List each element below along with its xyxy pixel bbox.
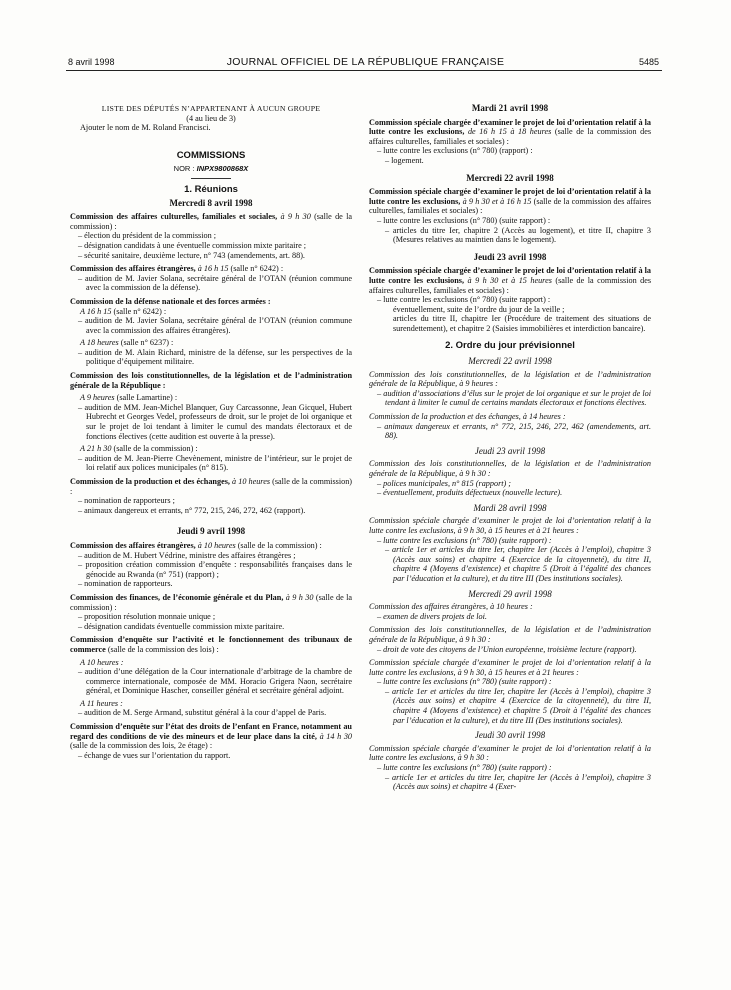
commission-name: Commission d’enquête sur l’état des droits de l’enfant en France, notamment au regard des conditions de vie des mineurs et de leur place dans la cité, xyxy=(70,722,352,741)
commission-time: à 9 h 30 et à 15 heures xyxy=(467,275,552,285)
commission-time: à 16 h 15 xyxy=(197,264,229,274)
header-date: 8 avril 1998 xyxy=(68,57,115,67)
session-room: (salle Lamartine) : xyxy=(116,393,178,403)
commission-time: à 10 heures xyxy=(232,477,271,486)
commission-defense xyxy=(70,297,352,367)
session-time: A 11 heures : xyxy=(80,698,123,708)
commission-entry: Commission des lois constitutionnelles, de la législation et de l’administration générale de la République, à 9 heures : xyxy=(369,369,651,389)
commission-entry: Commission des lois constitutionnelles, de la législation et de l’administration générale de la République, à 9 h 30 : xyxy=(369,625,651,644)
agenda-item: – animaux dangereux et errants, n° 772, 215, 246, 272, 462 (amendements, art. 88). xyxy=(377,421,651,441)
commission-time: à 9 h 30 xyxy=(280,212,311,222)
agenda-item: – polices municipales, n° 815 (rapport) ; xyxy=(377,478,512,488)
commission-name: Commission de la production et des échanges, xyxy=(70,477,230,486)
session-time: A 21 h 30 xyxy=(80,444,112,454)
commission-name: Commission des affaires étrangères, xyxy=(70,264,196,274)
agenda-item: – éventuellement, produits défectueux (nouvelle lecture). xyxy=(377,488,563,498)
commission-name: Commission spéciale chargée d’examiner le projet de loi d’orientation relatif à la lutte contre les exclusions, xyxy=(369,266,651,285)
commission-speciale-23 xyxy=(369,266,651,333)
agenda-item: – animaux dangereux et errants, n° 772, 215, 246, 272, 462 (rapport). xyxy=(78,505,306,515)
day-heading: Mardi 28 avril 1998 xyxy=(473,502,547,513)
commission-time: à 9 h 30 xyxy=(285,592,314,602)
commission-room: (salle n° 6242) : xyxy=(230,264,284,274)
header-rule xyxy=(66,70,662,71)
agenda-item: – audition de MM. Jean-Michel Blanquer, Guy Carcassonne, Jean Gicquel, Hubert Hubrecht et Georges Vedel, professeurs de droit, sur le projet de loi organique et sur le projet de loi tendant à limiter le cumul des mandats électoraux et de fonctions électives (cette audition est ouverte à la presse). xyxy=(78,402,352,441)
commission-room: (salle de la commission) : xyxy=(237,540,322,550)
agenda-item: – nomination de rapporteurs. xyxy=(78,579,173,589)
commission-affaires-etrangeres xyxy=(70,264,352,293)
session-room: (salle n° 6242) : xyxy=(113,306,167,316)
commission-room: (salle de la commission des affaires culturelles, familiales et sociales) : xyxy=(369,275,652,295)
agenda-item: – proposition création commission d’enquête : responsabilités françaises dans le génocide au Rwanda (n° 751) (rapport) ; xyxy=(78,560,352,579)
day-heading: Jeudi 30 avril 1998 xyxy=(474,730,546,741)
commission-entry: Commission des affaires étrangères, à 10 heures : xyxy=(369,602,533,612)
agenda-item: – audition de M. Javier Solana, secrétaire général de l’OTAN (réunion commune avec la commission des affaires étrangères). xyxy=(78,316,352,335)
session-time: A 10 heures : xyxy=(80,657,124,667)
commission-name: Commission des affaires culturelles, familiales et sociales, xyxy=(70,212,278,222)
commission-room: (salle de la commission des lois, 2e étage) : xyxy=(70,741,213,751)
session-time: A 18 heures xyxy=(80,338,119,348)
commission-entry: Commission spéciale chargée d’examiner le projet de loi d’orientation relatif à la lutte contre les exclusions, à 9 h 30, à 15 heures et à 21 heures : xyxy=(369,516,651,535)
previsional-agenda xyxy=(369,357,651,792)
ordre-du-jour-heading: 2. Ordre du jour prévisionnel xyxy=(445,340,575,352)
agenda-item: – lutte contre les exclusions (n° 780) (suite rapport) : xyxy=(377,763,552,773)
commission-enquete-tribunaux xyxy=(70,635,352,718)
commission-name: Commission des lois constitutionnelles, de la législation et de l’administration générale de la République : xyxy=(70,371,352,390)
commission-name: Commission spéciale chargée d’examiner le projet de loi d’orientation relatif à la lutte contre les exclusions, xyxy=(369,117,651,137)
commission-entry: Commission de la production et des échanges, à 14 heures : xyxy=(369,412,566,422)
agenda-item: – lutte contre les exclusions (n° 780) (suite rapport) : xyxy=(377,677,552,687)
agenda-item: – audition de M. Hubert Védrine, ministre des affaires étrangères ; xyxy=(78,550,296,560)
commission-time: à 10 heures xyxy=(197,540,236,550)
agenda-subitem: – logement. xyxy=(385,155,424,165)
agenda-item: – élection du président de la commission ; xyxy=(78,231,217,241)
agenda-item: – échange de vues sur l’orientation du rapport. xyxy=(78,750,231,760)
commission-enquete-enfant xyxy=(70,722,352,760)
agenda-subitem: – article 1er et articles du titre Ier, chapitre Ier (Accès à l’emploi), chapitre 3 (Accès aux soins) et chapitre 4 (Exercice de la citoyenneté), du titre II, chapitre 4 (Moyens d’existence) et chapitre 5 (Droit à l’égalité des chances par l’éducation et la culture), et du titre III (Des institutions sociales). xyxy=(385,686,651,725)
header-page-number: 5485 xyxy=(638,57,659,67)
day-heading: Jeudi 23 avril 1998 xyxy=(474,445,546,456)
header-title: JOURNAL OFFICIEL DE LA RÉPUBLIQUE FRANÇAISE xyxy=(226,56,505,68)
commission-speciale-22 xyxy=(369,187,651,245)
day-heading-jeudi-23: Jeudi 23 avril 1998 xyxy=(473,251,547,262)
liste-subtitle: (4 au lieu de 3) xyxy=(186,113,236,123)
agenda-item: – audition de M. Javier Solana, secrétaire général de l’OTAN (réunion commune avec la commission de la défense). xyxy=(78,273,352,293)
separator xyxy=(191,178,231,179)
agenda-item: – désignation candidats à une éventuelle commission mixte paritaire ; xyxy=(78,240,307,250)
agenda-subitem: éventuellement, suite de l’ordre du jour de la veille ; xyxy=(393,304,565,314)
agenda-item: – lutte contre les exclusions (n° 780) (suite rapport) : xyxy=(377,295,551,305)
nor-line xyxy=(70,164,352,174)
commission-entry: Commission spéciale chargée d’examiner le projet de loi d’orientation relatif à la lutte contre les exclusions, à 9 h 30, à 15 heures et à 21 heures : xyxy=(369,658,651,677)
agenda-item: – audition d’associations d’élus sur le projet de loi organique et sur le projet de loi tendant à limiter le cumul de certains mandats électoraux et fonctions électives. xyxy=(377,388,651,408)
agenda-item: – sécurité sanitaire, deuxième lecture, n° 743 (amendements, art. 88). xyxy=(78,250,305,260)
agenda-item: – nomination de rapporteurs ; xyxy=(78,496,175,506)
agenda-item: – audition de M. Jean-Pierre Chevènement, ministre de l’intérieur, sur le projet de loi relatif aux polices municipales (n° 815). xyxy=(78,453,352,473)
day-heading-mercredi-8: Mercredi 8 avril 1998 xyxy=(169,197,253,208)
session-room: (salle de la commission) : xyxy=(113,444,198,454)
commission-finances xyxy=(70,593,352,631)
left-column xyxy=(70,104,352,760)
agenda-item: – audition de M. Alain Richard, ministre de la défense, sur les perspectives de la politique d’équipement militaire. xyxy=(78,347,352,367)
day-heading: Mercredi 22 avril 1998 xyxy=(468,356,552,367)
commission-name: Commission spéciale chargée d’examiner le projet de loi d’orientation relatif à la lutte contre les exclusions, xyxy=(369,187,651,206)
agenda-subitem: – article 1er et articles du titre Ier, chapitre Ier (Accès à l’emploi), chapitre 3 (Accès aux soins) et chapitre 4 (Exer- xyxy=(385,772,651,792)
commission-room: (salle de la commission) : xyxy=(70,212,353,231)
day-heading-jeudi-9: Jeudi 9 avril 1998 xyxy=(176,526,246,537)
commission-name: Commission de la défense nationale et des forces armées : xyxy=(70,296,271,306)
day-heading: Mercredi 29 avril 1998 xyxy=(468,588,552,599)
agenda-subitem: – article 1er et articles du titre Ier, chapitre Ier (Accès à l’emploi), chapitre 3 (Accès aux soins) et chapitre 4 (Exercice de la citoyenneté), du titre II, chapitre 4 (Moyens d’existence) et chapitre 5 (Droit à l’égalité des chances par l’éducation et la culture), et du titre III (Des institutions sociales). xyxy=(385,545,651,583)
agenda-item: – proposition résolution monnaie unique ; xyxy=(78,612,216,622)
agenda-item: – lutte contre les exclusions (n° 780) (suite rapport) : xyxy=(377,215,551,225)
commission-production xyxy=(70,477,352,515)
commission-lois xyxy=(70,371,352,473)
agenda-item: – audition de M. Serge Armand, substitut général à la cour d’appel de Paris. xyxy=(78,708,327,718)
commission-name: Commission d’enquête sur l’activité et le fonctionnement des tribunaux de commerce xyxy=(70,635,352,654)
commission-entry: Commission spéciale chargée d’examiner le projet de loi d’orientation relatif à la lutte contre les exclusions, à 9 h 30 : xyxy=(369,743,651,763)
commission-time: de 16 h 15 à 18 heures xyxy=(467,127,552,137)
commission-speciale-21 xyxy=(369,118,651,166)
agenda-item: – désignation candidats éventuelle commission mixte paritaire. xyxy=(78,621,285,631)
commission-affaires-culturelles xyxy=(70,212,352,260)
commission-room: (salle de la commission des affaires culturelles, familiales et sociales) : xyxy=(369,127,652,146)
agenda-subitem: articles du titre II, chapitre Ier (Procédure de traitement des situations de surendettement), et chapitre 2 (Saisies immobilières et interdiction bancaire). xyxy=(393,314,651,333)
agenda-item: – lutte contre les exclusions (n° 780) (rapport) : xyxy=(377,146,533,156)
nor-label: NOR : xyxy=(173,164,195,174)
right-column xyxy=(369,104,651,792)
reunions-heading: 1. Réunions xyxy=(184,183,238,195)
commission-affaires-etrangeres-jeudi xyxy=(70,541,352,589)
agenda-item: – audition d’une délégation de la Cour internationale d’arbitrage de la chambre de commerce internationale, composée de MM. Horacio Grigera Naon, secrétaire général, et Dominique Hascher, conseiller général et secrétaire général adjoint. xyxy=(78,667,352,696)
commission-name: Commission des affaires étrangères, xyxy=(70,540,196,550)
agenda-item: – lutte contre les exclusions (n° 780) (suite rapport) : xyxy=(377,535,552,545)
liste-title: LISTE DES DÉPUTÉS N’APPARTENANT À AUCUN GROUPE xyxy=(101,104,321,113)
agenda-item: – droit de vote des citoyens de l’Union européenne, troisième lecture (rapport). xyxy=(377,644,637,654)
commission-room: (salle de la commission des lois) : xyxy=(107,644,219,654)
commission-entry: Commission des lois constitutionnelles, de la législation et de l’administration générale de la République, à 9 h 30 : xyxy=(369,459,651,478)
liste-text: Ajouter le nom de M. Roland Francisci. xyxy=(80,123,211,133)
page-header xyxy=(0,0,731,66)
nor-value: INPX9800868X xyxy=(196,164,249,174)
commissions-heading: COMMISSIONS xyxy=(176,149,246,161)
session-time: A 9 heures xyxy=(80,393,115,403)
session-time: A 16 h 15 xyxy=(80,306,112,316)
session-room: (salle n° 6237) : xyxy=(120,338,174,348)
commission-name: Commission des finances, de l’économie générale et du Plan, xyxy=(70,592,284,602)
day-heading-mercredi-22: Mercredi 22 avril 1998 xyxy=(466,172,554,183)
commission-room: (salle de la commission) : xyxy=(70,477,353,496)
commission-time: à 9 h 30 et à 16 h 15 xyxy=(462,196,532,206)
commission-room: (salle de la commission des affaires culturelles, familiales et sociales) : xyxy=(369,196,652,216)
day-heading-mardi-21: Mardi 21 avril 1998 xyxy=(471,103,549,113)
commission-room: (salle de la commission) : xyxy=(70,592,353,612)
agenda-item: – examen de divers projets de loi. xyxy=(377,611,487,621)
commission-time: à 14 h 30 xyxy=(319,731,353,741)
agenda-subitem: – articles du titre Ier, chapitre 2 (Accès au logement), et titre II, chapitre 3 (Mesures relatives au maintien dans le logement). xyxy=(385,225,651,245)
